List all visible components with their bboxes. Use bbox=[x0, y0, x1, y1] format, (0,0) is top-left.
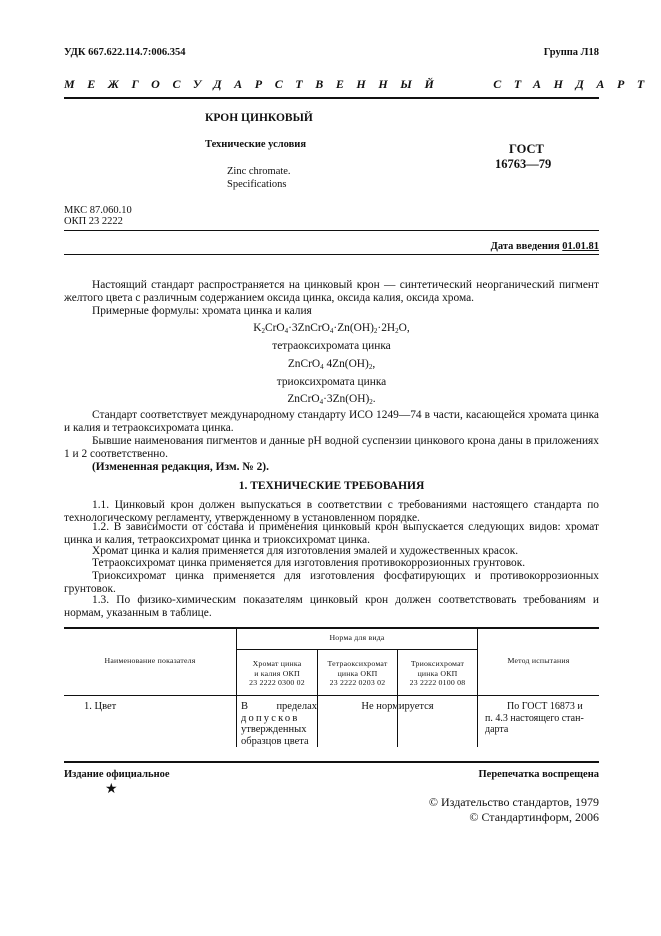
paragraph-iso: Стандарт соответствует международному стандарту ИСО 1249—74 в части, касающейся хромата цинка и калия и тетраоксихромата цинка. bbox=[64, 409, 599, 434]
subheader-1-line-2: и калия ОКП bbox=[254, 668, 300, 678]
subheader-1-line-3: 23 2222 0300 02 bbox=[249, 678, 305, 687]
subheader-3-line-2: цинка ОКП bbox=[417, 668, 458, 678]
page-title: КРОН ЦИНКОВЫЙ bbox=[205, 112, 313, 124]
intro-date bbox=[491, 241, 599, 252]
row-1-c1-line-2: допусков bbox=[241, 712, 300, 724]
subheader-zinc-potassium bbox=[237, 659, 317, 688]
column-header-name: Наименование показателя bbox=[104, 656, 196, 665]
amendment-note: (Измененная редакция, Изм. № 2). bbox=[92, 461, 269, 473]
banner: МЕЖГОСУДАРСТВЕННЫЙ СТАНДАРТ bbox=[64, 77, 657, 91]
subheader-trioxy bbox=[398, 659, 477, 688]
row-1-c1-line-4: образцов цвета bbox=[241, 735, 309, 747]
english-title-1: Zinc chromate. bbox=[227, 166, 291, 177]
row-1-method-line-2: п. 4.3 настоящего стан- bbox=[485, 712, 584, 724]
official-edition: Издание официальное bbox=[64, 769, 170, 780]
intro-date-label: Дата введения bbox=[490, 241, 560, 252]
udk-code: УДК 667.622.114.7:006.354 bbox=[64, 47, 186, 58]
row-1-method-line-3: дарта bbox=[485, 724, 509, 735]
intro-date-value: 01.01.81 bbox=[562, 241, 599, 252]
row-1-indicator: 1. Цвет bbox=[84, 701, 117, 712]
row-1-zinc-potassium bbox=[241, 701, 317, 747]
footer-rule bbox=[64, 761, 599, 763]
column-header-norm: Норма для вида bbox=[329, 633, 385, 642]
formula-2: ZnCrO$_4$ $4Zn(OH)_2$, bbox=[287, 358, 376, 371]
subheader-tetraoxy bbox=[318, 659, 397, 688]
okp-code: ОКП 23 2222 bbox=[64, 216, 123, 227]
paragraph-scope: Настоящий стандарт распространяется на цинковый крон — синтетический неорганический пигмент желтого цвета с различным содержанием оксида цинка, оксида калия, оксида хрома. bbox=[64, 279, 599, 304]
table-header-bottom-rule bbox=[64, 695, 599, 696]
subheader-1-line-1: Хромат цинка bbox=[252, 659, 302, 668]
row-1-method-line-1: По ГОСТ 16873 и bbox=[507, 701, 583, 712]
formula-3-label: триоксихромата цинка bbox=[276, 376, 387, 388]
subheader-2-line-1: Тетраоксихромат bbox=[327, 659, 388, 668]
mks-code: МКС 87.060.10 bbox=[64, 205, 132, 216]
subheader-3-line-1: Триоксихромат bbox=[410, 659, 465, 668]
subheader-3-line-3: 23 2222 0100 08 bbox=[409, 678, 466, 687]
row-1-method bbox=[485, 701, 597, 736]
date-rule bbox=[64, 254, 599, 255]
copyright-1979: © Издательство стандартов, 1979 bbox=[428, 795, 599, 809]
paragraph-names: Бывшие наименования пигментов и данные pH водной суспензии цинкового крона даны в приложениях 1 и 2 соответственно. bbox=[64, 435, 599, 460]
section-heading: 1. ТЕХНИЧЕСКИЕ ТРЕБОВАНИЯ bbox=[238, 480, 425, 492]
paragraph-formulas: Примерные формулы: хромата цинка и калия bbox=[92, 305, 312, 317]
row-1-c1-line-3: утвержденных bbox=[241, 724, 307, 735]
row-1-not-normalized: Не нормируется bbox=[361, 701, 434, 712]
formula-1: $K_2CrO_4\cdot 3ZnCrO_4\cdot Zn(OH)_2\cdot 2H_2O$, bbox=[253, 322, 410, 335]
gost-number: 16763—79 bbox=[495, 157, 552, 171]
table-top-rule bbox=[64, 627, 599, 629]
banner-rule bbox=[64, 97, 599, 99]
copyright-2006: © Стандартинформ, 2006 bbox=[469, 810, 599, 824]
formula-3: $ZnCrO_4\cdot 3Zn(OH)_2$. bbox=[287, 393, 376, 406]
clause-1-2-b: Тетраоксихромат цинка применяется для изготовления противокоррозионных грунтовок. bbox=[92, 557, 526, 569]
row-1-c1-line-1: В пределах bbox=[241, 701, 317, 712]
formula-2-label: тетраоксихромата цинка bbox=[272, 340, 391, 352]
column-header-method: Метод испытания bbox=[507, 656, 570, 665]
clause-1-3: 1.3. По физико-химическим показателям цинковый крон должен соответствовать требованиям и нормам, указанным в таблице. bbox=[64, 594, 599, 619]
title-rule bbox=[64, 230, 599, 231]
clause-1-2-a: Хромат цинка и калия применяется для изготовления эмалей и художественных красок. bbox=[92, 545, 519, 557]
page-subtitle: Технические условия bbox=[205, 139, 307, 150]
clause-1-2-c: Триоксихромат цинка применяется для изготовления фосфатирующих и противокоррозионных грунтовок. bbox=[64, 570, 599, 595]
subheader-2-line-2: цинка ОКП bbox=[337, 668, 378, 678]
table-vline-2 bbox=[477, 627, 478, 747]
clause-1-2: 1.2. В зависимости от состава и применения цинковый крон выпускается следующих видов: хромат цинка и калия, тетраоксихромат цинка и триоксихромат цинка. bbox=[64, 521, 599, 546]
star-icon: ★ bbox=[105, 782, 118, 797]
english-title-2: Specifications bbox=[227, 179, 287, 190]
gost-label: ГОСТ bbox=[509, 142, 544, 156]
clause-1-1: 1.1. Цинковый крон должен выпускаться в соответствии с требованиями настоящего стандарта по технологическому регламенту, утвержденному в установленном порядке. bbox=[64, 499, 599, 524]
subheader-2-line-3: 23 2222 0203 02 bbox=[329, 678, 386, 687]
group-code: Группа Л18 bbox=[543, 47, 599, 58]
requirements-table bbox=[64, 627, 599, 747]
reprint-notice: Перепечатка воспрещена bbox=[478, 769, 599, 780]
table-subheader-rule bbox=[237, 649, 477, 650]
